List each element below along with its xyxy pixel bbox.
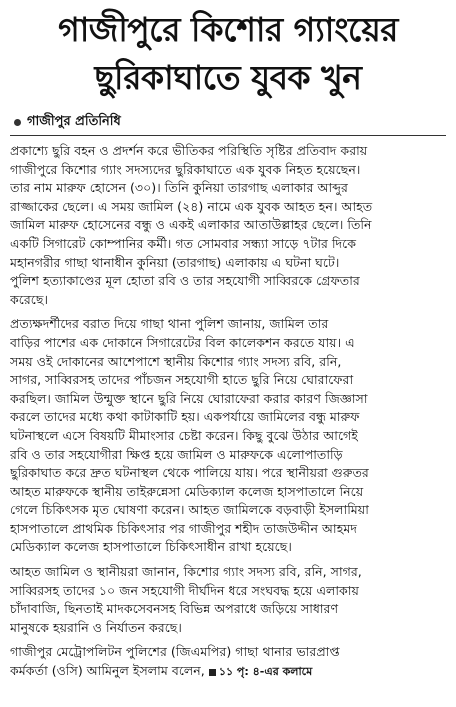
text-line: তার নাম মারুফ হোসেন (৩০)। তিনি কুনিয়া তারগাছ এলাকার আব্দুর [10,180,348,196]
text-line: সময় ওই দোকানের আশেপাশে স্থানীয় কিশোর গ্যাং সদস্য রবি, রনি, [10,353,342,369]
text-line: গাজীপুর মেট্রোপলিটন পুলিশের (জিএমপির) গাছা থানার ভারপ্রাপ্ত [10,644,340,660]
text-line: রাজ্জাকের ছেলে। এ সময় জামিল (২৪) নামে এক যুবক আহত হন। আহত [10,198,373,214]
text-line: গাজীপুরে কিশোর গ্যাং সদস্যদের ছুরিকাঘাতে এক যুবক নিহত হয়েছেন। [10,161,361,177]
text-line: একটি সিগারেট কোম্পানির কর্মী। গত সোমবার সন্ধ্যা সাড়ে ৭টার দিকে [10,235,357,251]
headline-line-2: ছুরিকাঘাতে যুবক খুন [94,58,362,97]
jump-text: ১১ পৃ: ৪-এর কলামে [218,665,313,679]
text-line: সাগর, সাব্বিরসহ তাদের পাঁচজন সহযোগী হাতে ছুরি নিয়ে ঘোরাফেরা [10,372,354,388]
byline-text: গাজীপুর প্রতিনিধি [27,113,121,129]
text-line: প্রত্যক্ষদর্শীদের বরাত দিয়ে গাছা থানা পুলিশ জানায়, জামিল তার [10,316,329,332]
text-line: বাড়ির পাশের এক দোকানে সিগারেটের বিল কালেকশন করতে যায়। এ [10,334,355,350]
paragraph [10,142,446,309]
text-line: ছুরিকাঘাত করে দ্রুত ঘটনাস্থল থেকে পালিয়ে যায়। পরে স্থানীয়রা গুরুতর [10,465,369,481]
paragraph [10,315,446,557]
text-line: ঘটনাস্থলে এসে বিষয়টি মীমাংসার চেষ্টা করেন। কিছু বুঝে উঠার আগেই [10,427,358,443]
text-line: সাব্বিরসহ তাদের ১০ জন সহযোগী দীর্ঘদিন ধরে সংঘবদ্ধ হয়ে এলাকায় [10,582,359,598]
bullet-icon [14,119,21,126]
byline-divider [10,135,446,136]
text-line: প্রকাশ্যে ছুরি বহন ও প্রদর্শন করে ভীতিকর পরিস্থিতি সৃষ্টির প্রতিবাদ করায় [10,143,368,158]
byline [10,112,446,132]
text-line: রবি ও তার সহযোগীরা ক্ষিপ্ত হয়ে জামিল ও মারুফকে এলোপাতাড়ি [10,446,343,462]
square-icon [209,669,216,676]
text-line: আহত জামিল ও স্থানীয়রা জানান, কিশোর গ্যাং সদস্য রবি, রনি, সাগর, [10,564,362,580]
text-line: করছিল। জামিল উন্মুক্ত স্থানে ছুরি নিয়ে ঘোরাফেরা করার কারণ জিজ্ঞাসা [10,390,368,406]
text-line: মহানগরীর গাছা থানাধীন কুনিয়া (তারগাছ) এলাকায় এ ঘটনা ঘটে। [10,254,340,270]
text-line: পুলিশ হত্যাকাণ্ডের মূল হোতা রবি ও তার সহযোগী সাব্বিরকে গ্রেফতার [10,273,360,289]
text-line: মেডিক্যাল কলেজ হাসপাতালে চিকিৎসাধীন রাখা হয়েছে। [10,539,292,555]
text-line [10,662,446,682]
text-line: হাসপাতালে প্রাথমিক চিকিৎসার পর গাজীপুর শহীদ তাজউদ্দীন আহমদ [10,520,357,536]
paragraph [10,643,446,681]
continued-jump [209,665,312,678]
text-line: গেলে চিকিৎসক মৃত ঘোষণা করেন। আহত জামিলকে বড়বাড়ী ইসলামিয়া [10,502,369,518]
text-line: আহত মারুফকে স্থানীয় তাইরুন্নেসা মেডিক্যাল কলেজ হাসপাতালে নিয়ে [10,483,364,499]
headline-line-1: গাজীপুরে কিশোর গ্যাংয়ের [58,10,398,49]
paragraph [10,563,446,637]
article-body [10,142,446,682]
headline [10,6,446,102]
text-line: জামিল মারুফ হোসেনের বন্ধু ও একই এলাকার আতাউল্লাহর ছেলে। তিনি [10,217,372,233]
text-line: করেছে। [10,291,48,307]
text-line: করলে তাদের মধ্যে কথা কাটাকাটি হয়। একপর্যায়ে জামিলের বন্ধু মারুফ [10,409,360,425]
text-line-content: কর্মকর্তা (ওসি) আমিনুল ইসলাম বলেন, [10,663,205,679]
text-line: চাঁদাবাজি, ছিনতাই মাদকসেবনসহ বিভিন্ন অপরাধে জড়িয়ে সাধারণ [10,601,339,617]
text-line: মানুষকে হয়রানি ও নির্যাতন করছে। [10,619,182,635]
